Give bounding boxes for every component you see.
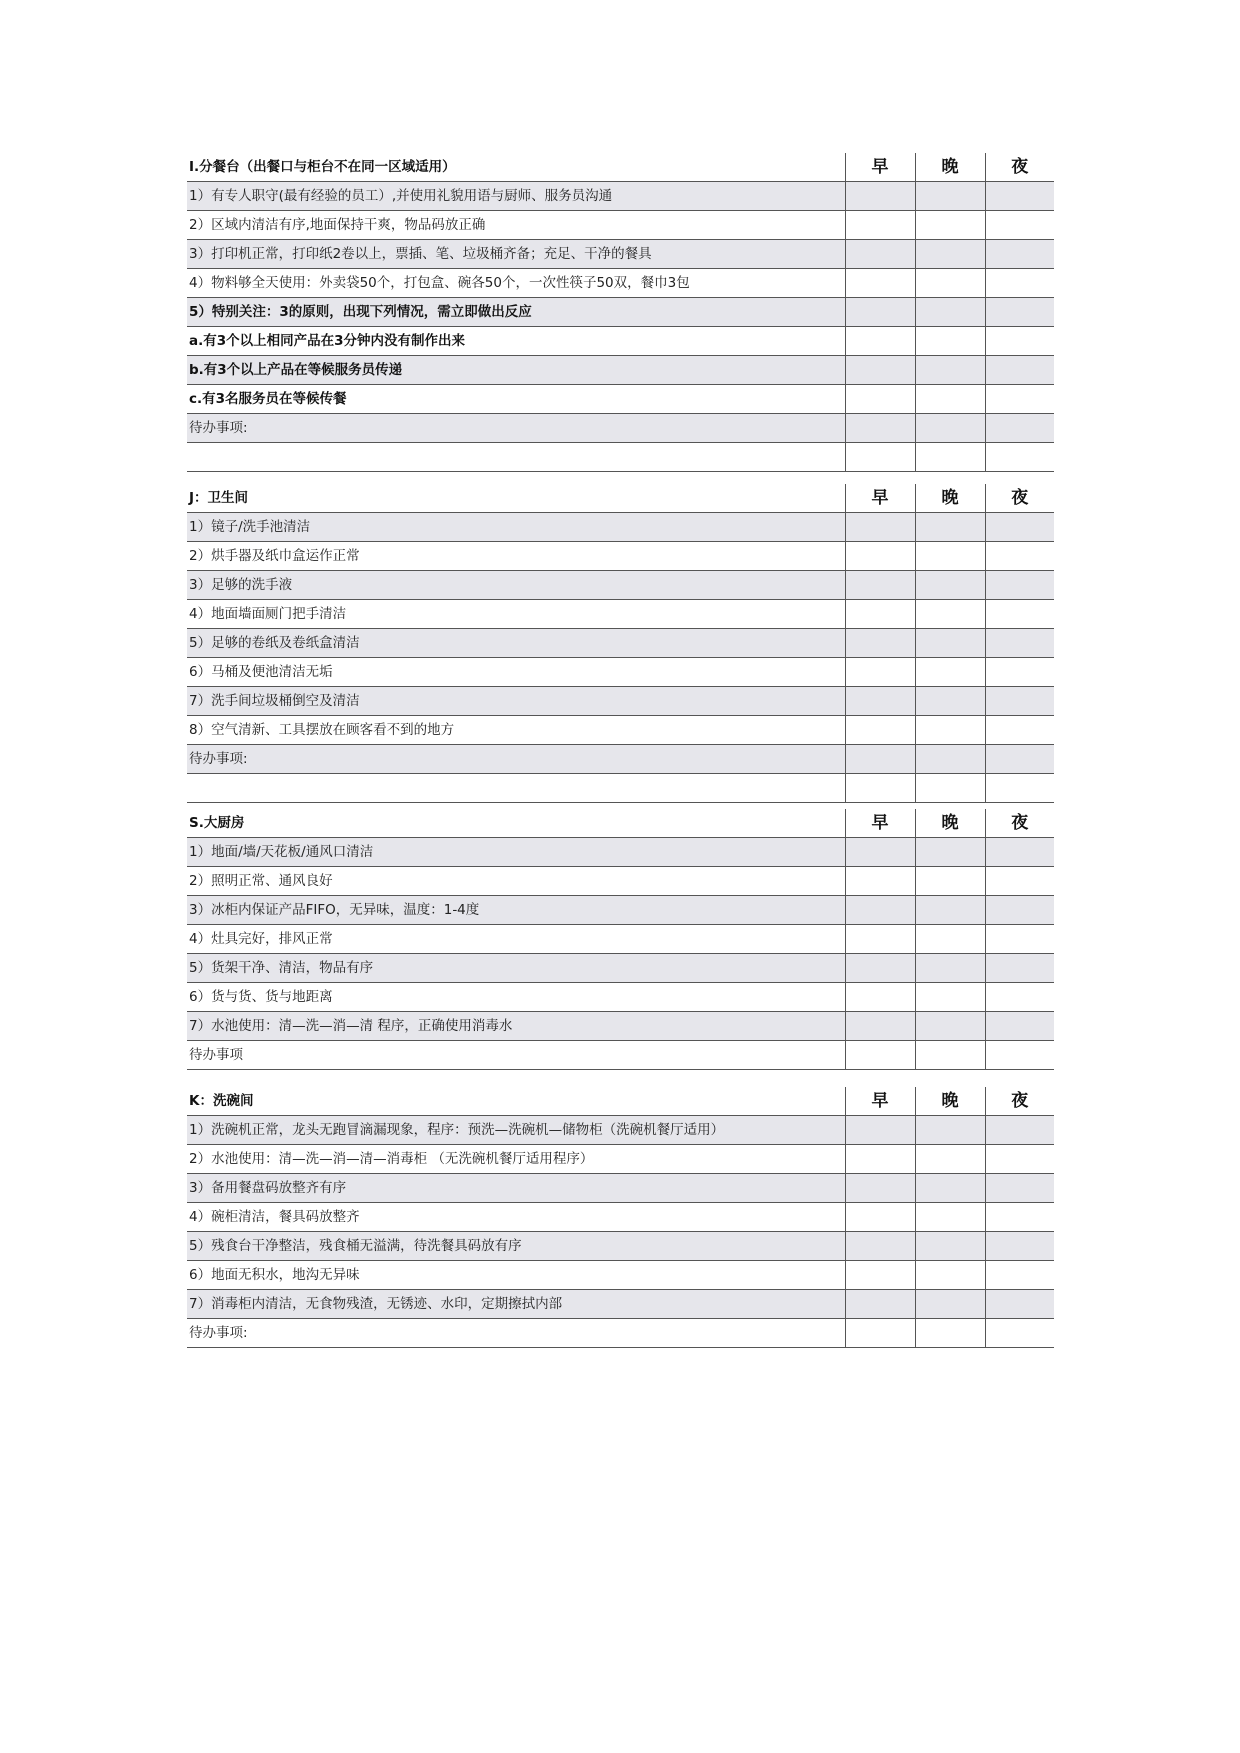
morning-check-cell[interactable] (845, 1174, 915, 1203)
section-header-row (187, 484, 1054, 513)
evening-check-cell[interactable] (915, 542, 985, 571)
checklist-row (187, 925, 1054, 954)
night-check-cell[interactable] (985, 1290, 1054, 1319)
morning-check-cell[interactable] (845, 298, 915, 327)
todo-label: 待办事项: (187, 1319, 845, 1348)
evening-check-cell[interactable] (915, 1232, 985, 1261)
checklist-row (187, 1116, 1054, 1145)
shift-morning-header: 早 (845, 809, 915, 838)
night-check-cell[interactable] (985, 629, 1054, 658)
section-header-row (187, 153, 1054, 182)
todo-label: 待办事项: (187, 414, 845, 443)
evening-check-cell[interactable] (915, 1319, 985, 1348)
morning-check-cell[interactable] (845, 745, 915, 774)
night-check-cell[interactable] (985, 716, 1054, 745)
section-title: K：洗碗间 (187, 1087, 845, 1116)
evening-check-cell[interactable] (915, 356, 985, 385)
night-check-cell[interactable] (985, 414, 1054, 443)
evening-check-cell[interactable] (915, 687, 985, 716)
checklist-item-text: 4）灶具完好，排风正常 (187, 925, 845, 954)
checklist-item-text: 5）足够的卷纸及卷纸盒清洁 (187, 629, 845, 658)
checklist-item-text: 7）消毒柜内清洁，无食物残渣，无锈迹、水印，定期擦拭内部 (187, 1290, 845, 1319)
morning-check-cell[interactable] (845, 1319, 915, 1348)
checklist-item-text: 3）打印机正常，打印纸2卷以上，票插、笔、垃圾桶齐备；充足、干净的餐具 (187, 240, 845, 269)
checklist-item-text: 3）冰柜内保证产品FIFO，无异味，温度：1-4度 (187, 896, 845, 925)
checklist-row (187, 1261, 1054, 1290)
morning-check-cell[interactable] (845, 182, 915, 211)
night-check-cell[interactable] (985, 356, 1054, 385)
shift-night-header: 夜 (985, 484, 1054, 513)
checklist-row (187, 1174, 1054, 1203)
checklist-row (187, 1290, 1054, 1319)
morning-check-cell[interactable] (845, 1041, 915, 1070)
checklist-row (187, 716, 1054, 745)
checklist-row (187, 687, 1054, 716)
section-table-dishwashing-room (187, 1087, 1054, 1348)
morning-check-cell[interactable] (845, 774, 915, 803)
evening-check-cell[interactable] (915, 385, 985, 414)
checklist-row (187, 838, 1054, 867)
morning-check-cell[interactable] (845, 867, 915, 896)
todo-blank-row (187, 443, 1054, 472)
night-check-cell[interactable] (985, 687, 1054, 716)
morning-check-cell[interactable] (845, 1116, 915, 1145)
evening-check-cell[interactable] (915, 838, 985, 867)
morning-check-cell[interactable] (845, 896, 915, 925)
section-table-main-kitchen (187, 809, 1054, 1070)
checklist-item-text: b.有3个以上产品在等候服务员传递 (187, 356, 845, 385)
shift-evening-header: 晚 (915, 153, 985, 182)
checklist-item-text: 1）地面/墙/天花板/通风口清洁 (187, 838, 845, 867)
checklist-item-text: 3）足够的洗手液 (187, 571, 845, 600)
evening-check-cell[interactable] (915, 240, 985, 269)
evening-check-cell[interactable] (915, 716, 985, 745)
checklist-row (187, 658, 1054, 687)
todo-blank-field[interactable] (187, 774, 845, 803)
evening-check-cell[interactable] (915, 211, 985, 240)
evening-check-cell[interactable] (915, 774, 985, 803)
shift-night-header: 夜 (985, 153, 1054, 182)
section-title: S.大厨房 (187, 809, 845, 838)
section-title: I.分餐台（出餐口与柜台不在同一区域适用） (187, 153, 845, 182)
evening-check-cell[interactable] (915, 298, 985, 327)
night-check-cell[interactable] (985, 1174, 1054, 1203)
evening-check-cell[interactable] (915, 745, 985, 774)
section-table-restroom (187, 484, 1054, 803)
morning-check-cell[interactable] (845, 240, 915, 269)
checklist-row (187, 385, 1054, 414)
night-check-cell[interactable] (985, 385, 1054, 414)
checklist-item-text: 2）烘手器及纸巾盒运作正常 (187, 542, 845, 571)
checklist-page (187, 153, 1054, 1348)
evening-check-cell[interactable] (915, 983, 985, 1012)
checklist-row (187, 600, 1054, 629)
shift-morning-header: 早 (845, 1087, 915, 1116)
shift-morning-header: 早 (845, 153, 915, 182)
checklist-item-text: 4）碗柜清洁，餐具码放整齐 (187, 1203, 845, 1232)
checklist-item-text: 6）马桶及便池清洁无垢 (187, 658, 845, 687)
checklist-item-text: 1）镜子/洗手池清洁 (187, 513, 845, 542)
shift-evening-header: 晚 (915, 809, 985, 838)
checklist-row (187, 867, 1054, 896)
checklist-item-text: 1）洗碗机正常，龙头无跑冒滴漏现象，程序：预洗—洗碗机—储物柜（洗碗机餐厅适用） (187, 1116, 845, 1145)
morning-check-cell[interactable] (845, 327, 915, 356)
night-check-cell[interactable] (985, 954, 1054, 983)
night-check-cell[interactable] (985, 658, 1054, 687)
checklist-row (187, 954, 1054, 983)
morning-check-cell[interactable] (845, 211, 915, 240)
morning-check-cell[interactable] (845, 925, 915, 954)
checklist-item-text: 1）有专人职守(最有经验的员工）,并使用礼貌用语与厨师、服务员沟通 (187, 182, 845, 211)
evening-check-cell[interactable] (915, 1261, 985, 1290)
morning-check-cell[interactable] (845, 1145, 915, 1174)
checklist-row (187, 356, 1054, 385)
section-header-row (187, 809, 1054, 838)
night-check-cell[interactable] (985, 925, 1054, 954)
night-check-cell[interactable] (985, 513, 1054, 542)
section-table-dining-pass (187, 153, 1054, 472)
shift-night-header: 夜 (985, 809, 1054, 838)
night-check-cell[interactable] (985, 745, 1054, 774)
night-check-cell[interactable] (985, 1232, 1054, 1261)
checklist-row (187, 896, 1054, 925)
evening-check-cell[interactable] (915, 600, 985, 629)
checklist-item-text: 7）水池使用：清—洗—消—清 程序，正确使用消毒水 (187, 1012, 845, 1041)
section-gap (187, 472, 1054, 484)
night-check-cell[interactable] (985, 298, 1054, 327)
evening-check-cell[interactable] (915, 414, 985, 443)
evening-check-cell[interactable] (915, 1041, 985, 1070)
checklist-row (187, 1012, 1054, 1041)
evening-check-cell[interactable] (915, 327, 985, 356)
night-check-cell[interactable] (985, 542, 1054, 571)
todo-row (187, 1041, 1054, 1070)
night-check-cell[interactable] (985, 838, 1054, 867)
checklist-row (187, 1145, 1054, 1174)
evening-check-cell[interactable] (915, 182, 985, 211)
evening-check-cell[interactable] (915, 925, 985, 954)
checklist-row (187, 211, 1054, 240)
todo-row (187, 1319, 1054, 1348)
checklist-row (187, 542, 1054, 571)
checklist-item-text: 3）备用餐盘码放整齐有序 (187, 1174, 845, 1203)
evening-check-cell[interactable] (915, 658, 985, 687)
night-check-cell[interactable] (985, 1116, 1054, 1145)
evening-check-cell[interactable] (915, 443, 985, 472)
morning-check-cell[interactable] (845, 838, 915, 867)
checklist-item-text: a.有3个以上相同产品在3分钟内没有制作出来 (187, 327, 845, 356)
section-header-row (187, 1087, 1054, 1116)
night-check-cell[interactable] (985, 443, 1054, 472)
checklist-item-text: 8）空气清新、工具摆放在顾客看不到的地方 (187, 716, 845, 745)
checklist-row (187, 182, 1054, 211)
checklist-item-text: 2）水池使用：清—洗—消—清—消毒柜 （无洗碗机餐厅适用程序） (187, 1145, 845, 1174)
evening-check-cell[interactable] (915, 1116, 985, 1145)
night-check-cell[interactable] (985, 211, 1054, 240)
evening-check-cell[interactable] (915, 269, 985, 298)
night-check-cell[interactable] (985, 896, 1054, 925)
morning-check-cell[interactable] (845, 658, 915, 687)
night-check-cell[interactable] (985, 269, 1054, 298)
night-check-cell[interactable] (985, 182, 1054, 211)
checklist-item-text: 2）照明正常、通风良好 (187, 867, 845, 896)
checklist-item-text: 5）货架干净、清洁，物品有序 (187, 954, 845, 983)
todo-row (187, 414, 1054, 443)
checklist-item-text: 5）特别关注：3的原则，出现下列情况，需立即做出反应 (187, 298, 845, 327)
evening-check-cell[interactable] (915, 629, 985, 658)
checklist-item-text: 4）地面墙面厕门把手清洁 (187, 600, 845, 629)
checklist-item-text: 2）区域内清洁有序,地面保持干爽，物品码放正确 (187, 211, 845, 240)
checklist-item-text: 7）洗手间垃圾桶倒空及清洁 (187, 687, 845, 716)
night-check-cell[interactable] (985, 867, 1054, 896)
checklist-row (187, 983, 1054, 1012)
night-check-cell[interactable] (985, 571, 1054, 600)
todo-blank-row (187, 774, 1054, 803)
morning-check-cell[interactable] (845, 600, 915, 629)
section-gap (187, 1070, 1054, 1087)
night-check-cell[interactable] (985, 1203, 1054, 1232)
night-check-cell[interactable] (985, 1012, 1054, 1041)
morning-check-cell[interactable] (845, 629, 915, 658)
morning-check-cell[interactable] (845, 513, 915, 542)
morning-check-cell[interactable] (845, 1290, 915, 1319)
night-check-cell[interactable] (985, 1145, 1054, 1174)
evening-check-cell[interactable] (915, 1012, 985, 1041)
morning-check-cell[interactable] (845, 443, 915, 472)
morning-check-cell[interactable] (845, 414, 915, 443)
morning-check-cell[interactable] (845, 1203, 915, 1232)
shift-evening-header: 晚 (915, 1087, 985, 1116)
night-check-cell[interactable] (985, 774, 1054, 803)
night-check-cell[interactable] (985, 1319, 1054, 1348)
checklist-row (187, 240, 1054, 269)
checklist-row (187, 513, 1054, 542)
morning-check-cell[interactable] (845, 571, 915, 600)
evening-check-cell[interactable] (915, 867, 985, 896)
section-title: J：卫生间 (187, 484, 845, 513)
checklist-row (187, 629, 1054, 658)
morning-check-cell[interactable] (845, 356, 915, 385)
morning-check-cell[interactable] (845, 385, 915, 414)
evening-check-cell[interactable] (915, 1203, 985, 1232)
evening-check-cell[interactable] (915, 954, 985, 983)
evening-check-cell[interactable] (915, 513, 985, 542)
evening-check-cell[interactable] (915, 1174, 985, 1203)
checklist-row (187, 571, 1054, 600)
checklist-row (187, 1232, 1054, 1261)
checklist-row (187, 1203, 1054, 1232)
night-check-cell[interactable] (985, 327, 1054, 356)
morning-check-cell[interactable] (845, 1261, 915, 1290)
checklist-row (187, 269, 1054, 298)
night-check-cell[interactable] (985, 1261, 1054, 1290)
morning-check-cell[interactable] (845, 1232, 915, 1261)
checklist-item-text: 5）残食台干净整洁，残食桶无溢满，待洗餐具码放有序 (187, 1232, 845, 1261)
checklist-item-text: 6）地面无积水，地沟无异味 (187, 1261, 845, 1290)
checklist-row (187, 298, 1054, 327)
morning-check-cell[interactable] (845, 954, 915, 983)
night-check-cell[interactable] (985, 983, 1054, 1012)
morning-check-cell[interactable] (845, 269, 915, 298)
todo-label: 待办事项: (187, 745, 845, 774)
morning-check-cell[interactable] (845, 716, 915, 745)
todo-blank-field[interactable] (187, 443, 845, 472)
evening-check-cell[interactable] (915, 1290, 985, 1319)
shift-night-header: 夜 (985, 1087, 1054, 1116)
evening-check-cell[interactable] (915, 1145, 985, 1174)
night-check-cell[interactable] (985, 600, 1054, 629)
evening-check-cell[interactable] (915, 896, 985, 925)
todo-label: 待办事项 (187, 1041, 845, 1070)
checklist-row (187, 327, 1054, 356)
morning-check-cell[interactable] (845, 983, 915, 1012)
morning-check-cell[interactable] (845, 1012, 915, 1041)
todo-row (187, 745, 1054, 774)
night-check-cell[interactable] (985, 240, 1054, 269)
checklist-item-text: 6）货与货、货与地距离 (187, 983, 845, 1012)
checklist-item-text: 4）物料够全天使用：外卖袋50个，打包盒、碗各50个，一次性筷子50双，餐巾3包 (187, 269, 845, 298)
morning-check-cell[interactable] (845, 687, 915, 716)
shift-morning-header: 早 (845, 484, 915, 513)
shift-evening-header: 晚 (915, 484, 985, 513)
night-check-cell[interactable] (985, 1041, 1054, 1070)
evening-check-cell[interactable] (915, 571, 985, 600)
morning-check-cell[interactable] (845, 542, 915, 571)
checklist-item-text: c.有3名服务员在等候传餐 (187, 385, 845, 414)
